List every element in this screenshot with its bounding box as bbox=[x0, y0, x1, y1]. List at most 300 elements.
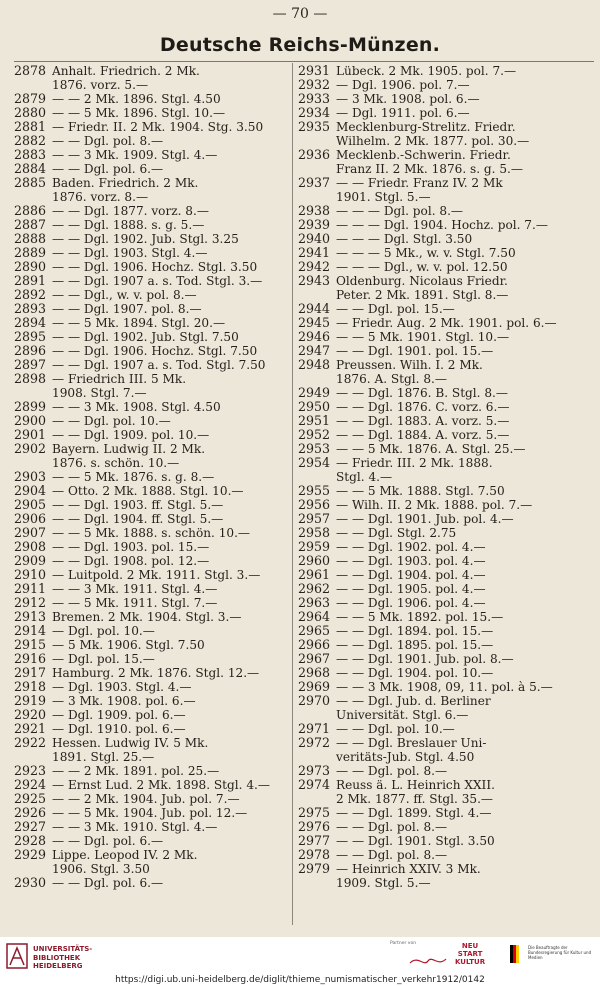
library-name bbox=[33, 945, 92, 971]
entry-text: — — Dgl. 1903. pol. 15.— bbox=[52, 540, 210, 554]
library-name-line: UNIVERSITÄTS- bbox=[33, 945, 93, 953]
entry-text: 1876. vorz. 5.— bbox=[52, 78, 149, 92]
lot-number: 2937 bbox=[298, 175, 331, 190]
entry-text: Lippe. Leopod IV. 2 Mk. bbox=[52, 848, 198, 862]
catalog-entry bbox=[298, 176, 584, 204]
neustart-kultur-logo bbox=[455, 942, 485, 966]
catalog-entry bbox=[14, 120, 286, 134]
lot-number: 2979 bbox=[298, 861, 331, 876]
library-name-line: HEIDELBERG bbox=[33, 962, 83, 970]
entry-text: — — Dgl. pol. 8.— bbox=[52, 134, 164, 148]
entry-text: Anhalt. Friedrich. 2 Mk. bbox=[52, 64, 200, 78]
entry-text: — — Dgl. 1901. Stgl. 3.50 bbox=[336, 834, 495, 848]
lot-number: 2964 bbox=[298, 609, 331, 624]
university-library-logo-icon bbox=[6, 943, 28, 969]
entry-text: — — Dgl., w. v. pol. 8.— bbox=[52, 288, 197, 302]
catalog-entry bbox=[14, 288, 286, 302]
entry-text: — — 5 Mk. 1896. Stgl. 10.— bbox=[52, 106, 226, 120]
lot-number: 2947 bbox=[298, 343, 331, 358]
entry-text: Mecklenb.-Schwerin. Friedr. bbox=[336, 148, 511, 162]
catalog-entry bbox=[14, 358, 286, 372]
catalog-entry bbox=[298, 106, 584, 120]
entry-text: — — Dgl. 1907 a. s. Tod. Stgl. 3.— bbox=[52, 274, 263, 288]
entry-text: — 3 Mk. 1908. pol. 6.— bbox=[52, 694, 196, 708]
entry-text: — — 5 Mk. 1894. Stgl. 20.— bbox=[52, 316, 226, 330]
catalog-entry bbox=[14, 260, 286, 274]
entry-text: — Luitpold. 2 Mk. 1911. Stgl. 3.— bbox=[52, 568, 261, 582]
lot-number: 2915 bbox=[14, 637, 47, 652]
entry-text: Hessen. Ludwig IV. 5 Mk. bbox=[52, 736, 209, 750]
catalog-entry bbox=[298, 386, 584, 400]
entry-text: — — 5 Mk. 1876. s. g. 8.— bbox=[52, 470, 215, 484]
catalog-entry bbox=[14, 344, 286, 358]
entry-text: — — Dgl. 1902. Jub. Stgl. 7.50 bbox=[52, 330, 239, 344]
entry-text: — — — Dgl. Stgl. 3.50 bbox=[336, 232, 473, 246]
catalog-entry bbox=[14, 512, 286, 526]
entry-text: Stgl. 4.— bbox=[336, 470, 393, 484]
catalog-entry bbox=[14, 764, 286, 778]
entry-text: — — Dgl. pol. 15.— bbox=[336, 302, 455, 316]
catalog-entry bbox=[298, 64, 584, 78]
catalog-entry bbox=[298, 330, 584, 344]
entry-text: — — Dgl. 1906. Hochz. Stgl. 7.50 bbox=[52, 344, 258, 358]
lot-number: 2956 bbox=[298, 497, 331, 512]
entry-text: — — Dgl. 1888. s. g. 5.— bbox=[52, 218, 205, 232]
lot-number: 2943 bbox=[298, 273, 331, 288]
entry-text: Universität. Stgl. 6.— bbox=[336, 708, 469, 722]
catalog-entry bbox=[14, 176, 286, 204]
entry-text: — — Dgl. 1903. Stgl. 4.— bbox=[52, 246, 208, 260]
catalog-entry bbox=[298, 316, 584, 330]
catalog-entry bbox=[14, 806, 286, 820]
lot-number: 2882 bbox=[14, 133, 47, 148]
lot-number: 2897 bbox=[14, 357, 47, 372]
entry-text: Oldenburg. Nicolaus Friedr. bbox=[336, 274, 508, 288]
entry-text: — — Dgl. 1902. pol. 4.— bbox=[336, 540, 486, 554]
lot-number: 2965 bbox=[298, 623, 331, 638]
catalog-entry bbox=[298, 848, 584, 862]
ornament-icon bbox=[408, 955, 448, 967]
lot-number: 2919 bbox=[14, 693, 47, 708]
viewer-footer bbox=[0, 937, 600, 986]
entry-text: — — 2 Mk. 1904. Jub. pol. 7.— bbox=[52, 792, 240, 806]
entry-text: — — Dgl. 1901. pol. 15.— bbox=[336, 344, 494, 358]
lot-number: 2931 bbox=[298, 63, 331, 78]
catalog-entry bbox=[14, 708, 286, 722]
entry-text: — — Dgl. 1904. pol. 10.— bbox=[336, 666, 494, 680]
entry-text: — — Dgl. Stgl. 2.75 bbox=[336, 526, 457, 540]
entry-text: 1891. Stgl. 25.— bbox=[52, 750, 155, 764]
lot-number: 2949 bbox=[298, 385, 331, 400]
lot-number: 2968 bbox=[298, 665, 331, 680]
entry-text: — Dgl. 1909. pol. 6.— bbox=[52, 708, 186, 722]
catalog-entry bbox=[298, 120, 584, 148]
entry-text: — — — Dgl. pol. 8.— bbox=[336, 204, 464, 218]
entry-text: — — — Dgl. 1904. Hochz. pol. 7.— bbox=[336, 218, 548, 232]
entry-text: — — Dgl. 1903. ff. Stgl. 5.— bbox=[52, 498, 224, 512]
lot-number: 2883 bbox=[14, 147, 47, 162]
entry-text: — Friedr. III. 2 Mk. 1888. bbox=[336, 456, 493, 470]
lot-number: 2953 bbox=[298, 441, 331, 456]
catalog-entry bbox=[14, 218, 286, 232]
lot-number: 2948 bbox=[298, 357, 331, 372]
entry-text: — — Dgl. 1904. ff. Stgl. 5.— bbox=[52, 512, 224, 526]
lot-number: 2879 bbox=[14, 91, 47, 106]
entry-text: — — 3 Mk. 1910. Stgl. 4.— bbox=[52, 820, 218, 834]
catalog-entry bbox=[14, 428, 286, 442]
entry-text: — — Dgl. 1902. Jub. Stgl. 3.25 bbox=[52, 232, 239, 246]
lot-number: 2905 bbox=[14, 497, 47, 512]
catalog-entry bbox=[298, 428, 584, 442]
lot-number: 2909 bbox=[14, 553, 47, 568]
entry-text: — — Dgl. 1907 a. s. Tod. Stgl. 7.50 bbox=[52, 358, 266, 372]
entry-text: 1901. Stgl. 5.— bbox=[336, 190, 431, 204]
entry-text: — — Dgl. 1906. pol. 4.— bbox=[336, 596, 486, 610]
entry-text: — — Dgl. 1907. pol. 8.— bbox=[52, 302, 202, 316]
catalog-entry bbox=[298, 722, 584, 736]
catalog-entry bbox=[298, 302, 584, 316]
catalog-entry bbox=[14, 582, 286, 596]
entry-text: — — Dgl. 1884. A. vorz. 5.— bbox=[336, 428, 510, 442]
entry-text: — Dgl. pol. 15.— bbox=[52, 652, 155, 666]
lot-number: 2920 bbox=[14, 707, 47, 722]
lot-number: 2939 bbox=[298, 217, 331, 232]
catalog-entry bbox=[298, 736, 584, 764]
lot-number: 2901 bbox=[14, 427, 47, 442]
lot-number: 2904 bbox=[14, 483, 47, 498]
catalog-entry bbox=[14, 540, 286, 554]
lot-number: 2880 bbox=[14, 105, 47, 120]
federal-eagle-icon bbox=[510, 945, 522, 963]
catalog-entry bbox=[298, 358, 584, 386]
lot-number: 2927 bbox=[14, 819, 47, 834]
lot-number: 2922 bbox=[14, 735, 47, 750]
entry-text: Franz II. 2 Mk. 1876. s. g. 5.— bbox=[336, 162, 523, 176]
entry-text: — — Dgl. pol. 10.— bbox=[336, 722, 455, 736]
entry-text: — — Dgl. 1883. A. vorz. 5.— bbox=[336, 414, 510, 428]
lot-number: 2884 bbox=[14, 161, 47, 176]
entry-text: Wilhelm. 2 Mk. 1877. pol. 30.— bbox=[336, 134, 530, 148]
entry-text: 1876. vorz. 8.— bbox=[52, 190, 149, 204]
entry-text: — Dgl. 1903. Stgl. 4.— bbox=[52, 680, 192, 694]
lot-number: 2954 bbox=[298, 455, 331, 470]
library-name-line: BIBLIOTHEK bbox=[33, 953, 81, 962]
entry-text: — — Dgl. pol. 10.— bbox=[52, 414, 171, 428]
catalog-entry bbox=[298, 274, 584, 302]
catalog-entry bbox=[14, 148, 286, 162]
entry-text: — — Dgl. 1901. Jub. pol. 8.— bbox=[336, 652, 514, 666]
catalog-entry bbox=[298, 652, 584, 666]
lot-number: 2892 bbox=[14, 287, 47, 302]
document-url[interactable]: https://digi.ub.uni-heidelberg.de/diglit/thieme_numismatischer_verkehr1912/0142 bbox=[115, 975, 485, 985]
entry-text: 2 Mk. 1877. ff. Stgl. 35.— bbox=[336, 792, 494, 806]
catalog-entry bbox=[14, 778, 286, 792]
lot-number: 2974 bbox=[298, 777, 331, 792]
lot-number: 2969 bbox=[298, 679, 331, 694]
entry-text: Mecklenburg-Strelitz. Friedr. bbox=[336, 120, 516, 134]
catalog-entry bbox=[298, 148, 584, 176]
lot-number: 2938 bbox=[298, 203, 331, 218]
entry-text: — Dgl. 1906. pol. 7.— bbox=[336, 78, 470, 92]
catalog-entry bbox=[298, 694, 584, 722]
catalog-entry bbox=[14, 442, 286, 470]
entry-text: — — 5 Mk. 1876. A. Stgl. 25.— bbox=[336, 442, 526, 456]
lot-number: 2972 bbox=[298, 735, 331, 750]
catalog-entry bbox=[14, 92, 286, 106]
catalog-entry bbox=[14, 568, 286, 582]
entry-text: — — Dgl. 1904. pol. 4.— bbox=[336, 568, 486, 582]
catalog-entry bbox=[298, 246, 584, 260]
lot-number: 2971 bbox=[298, 721, 331, 736]
entry-text: — Dgl. 1910. pol. 6.— bbox=[52, 722, 186, 736]
entry-text: — — 3 Mk. 1908. Stgl. 4.50 bbox=[52, 400, 221, 414]
catalog-entry bbox=[14, 330, 286, 344]
entry-text: — — Dgl. pol. 6.— bbox=[52, 876, 164, 890]
entry-text: — — Dgl. 1909. pol. 10.— bbox=[52, 428, 210, 442]
entry-text: — — Dgl. pol. 8.— bbox=[336, 820, 448, 834]
entry-text: — — — 5 Mk., w. v. Stgl. 7.50 bbox=[336, 246, 516, 260]
catalog-entry bbox=[298, 92, 584, 106]
lot-number: 2936 bbox=[298, 147, 331, 162]
catalog-entry bbox=[14, 638, 286, 652]
catalog-entry bbox=[14, 694, 286, 708]
catalog-entry bbox=[298, 680, 584, 694]
catalog-entry bbox=[14, 372, 286, 400]
catalog-entry bbox=[298, 218, 584, 232]
entry-text: — — Friedr. Franz IV. 2 Mk bbox=[336, 176, 503, 190]
lot-number: 2911 bbox=[14, 581, 47, 596]
lot-number: 2962 bbox=[298, 581, 331, 596]
catalog-entry bbox=[298, 442, 584, 456]
catalog-entry bbox=[14, 722, 286, 736]
lot-number: 2978 bbox=[298, 847, 331, 862]
catalog-entry bbox=[298, 526, 584, 540]
catalog-entry bbox=[298, 78, 584, 92]
catalog-entry bbox=[298, 624, 584, 638]
lot-number: 2928 bbox=[14, 833, 47, 848]
lot-number: 2900 bbox=[14, 413, 47, 428]
entry-text: — — Dgl. 1901. Jub. pol. 4.— bbox=[336, 512, 514, 526]
catalog-entry bbox=[14, 274, 286, 288]
catalog-entry bbox=[14, 470, 286, 484]
entry-text: — — Dgl. 1876. B. Stgl. 8.— bbox=[336, 386, 508, 400]
catalog-entry bbox=[298, 456, 584, 484]
entry-text: Preussen. Wilh. I. 2 Mk. bbox=[336, 358, 483, 372]
catalog-entry bbox=[298, 638, 584, 652]
lot-number: 2903 bbox=[14, 469, 47, 484]
lot-number: 2899 bbox=[14, 399, 47, 414]
lot-number: 2913 bbox=[14, 609, 47, 624]
entry-text: — — 5 Mk. 1892. pol. 15.— bbox=[336, 610, 504, 624]
catalog-entry bbox=[14, 414, 286, 428]
catalog-entry bbox=[14, 624, 286, 638]
entry-text: — — Dgl. 1906. Hochz. Stgl. 3.50 bbox=[52, 260, 258, 274]
entry-text: — — 5 Mk. 1888. Stgl. 7.50 bbox=[336, 484, 505, 498]
lot-number: 2957 bbox=[298, 511, 331, 526]
catalog-entry bbox=[14, 610, 286, 624]
lot-number: 2914 bbox=[14, 623, 47, 638]
entry-text: — 3 Mk. 1908. pol. 6.— bbox=[336, 92, 480, 106]
entry-text: — Ernst Lud. 2 Mk. 1898. Stgl. 4.— bbox=[52, 778, 270, 792]
entry-text: — Friedr. II. 2 Mk. 1904. Stg. 3.50 bbox=[52, 120, 264, 134]
neustart-line: NEU bbox=[461, 942, 479, 950]
catalog-entry bbox=[14, 162, 286, 176]
catalog-entry bbox=[14, 666, 286, 680]
catalog-entry bbox=[14, 246, 286, 260]
catalog-entry bbox=[298, 862, 584, 890]
lot-number: 2881 bbox=[14, 119, 47, 134]
lot-number: 2975 bbox=[298, 805, 331, 820]
entry-text: — Dgl. pol. 10.— bbox=[52, 624, 155, 638]
catalog-entry bbox=[14, 400, 286, 414]
entry-text: Lübeck. 2 Mk. 1905. pol. 7.— bbox=[336, 64, 517, 78]
lot-number: 2906 bbox=[14, 511, 47, 526]
entry-text: — — — Dgl., w. v. pol. 12.50 bbox=[336, 260, 508, 274]
entry-text: — — 5 Mk. 1911. Stgl. 7.— bbox=[52, 596, 218, 610]
lot-number: 2976 bbox=[298, 819, 331, 834]
catalog-entry bbox=[14, 554, 286, 568]
page-number: — 70 — bbox=[272, 6, 328, 22]
catalog-entry bbox=[14, 204, 286, 218]
entry-text: — — 3 Mk. 1911. Stgl. 4.— bbox=[52, 582, 218, 596]
lot-number: 2963 bbox=[298, 595, 331, 610]
partner-label: Partner von bbox=[390, 941, 417, 946]
lot-number: 2894 bbox=[14, 315, 47, 330]
catalog-entry bbox=[298, 260, 584, 274]
entry-text: — Wilh. II. 2 Mk. 1888. pol. 7.— bbox=[336, 498, 533, 512]
lot-number: 2932 bbox=[298, 77, 331, 92]
catalog-entry bbox=[298, 540, 584, 554]
entry-text: — 5 Mk. 1906. Stgl. 7.50 bbox=[52, 638, 205, 652]
lot-number: 2912 bbox=[14, 595, 47, 610]
lot-number: 2887 bbox=[14, 217, 47, 232]
lot-number: 2960 bbox=[298, 553, 331, 568]
catalog-entry bbox=[298, 610, 584, 624]
entry-text: — — Dgl. 1908. pol. 12.— bbox=[52, 554, 210, 568]
lot-number: 2890 bbox=[14, 259, 47, 274]
entry-text: — — Dgl. pol. 6.— bbox=[52, 834, 164, 848]
catalog-entry bbox=[298, 582, 584, 596]
lot-number: 2878 bbox=[14, 63, 47, 78]
lot-number: 2888 bbox=[14, 231, 47, 246]
catalog-entry bbox=[298, 834, 584, 848]
lot-number: 2923 bbox=[14, 763, 47, 778]
lot-number: 2940 bbox=[298, 231, 331, 246]
entry-text: 1909. Stgl. 5.— bbox=[336, 876, 431, 890]
lot-number: 2916 bbox=[14, 651, 47, 666]
catalog-entry bbox=[14, 498, 286, 512]
catalog-entry bbox=[14, 736, 286, 764]
catalog-entry bbox=[14, 652, 286, 666]
lot-number: 2896 bbox=[14, 343, 47, 358]
lot-number: 2908 bbox=[14, 539, 47, 554]
lot-number: 2921 bbox=[14, 721, 47, 736]
entry-text: — — 3 Mk. 1908, 09, 11. pol. à 5.— bbox=[336, 680, 553, 694]
right-column bbox=[298, 64, 584, 890]
lot-number: 2929 bbox=[14, 847, 47, 862]
lot-number: 2941 bbox=[298, 245, 331, 260]
entry-text: — — Dgl. 1905. pol. 4.— bbox=[336, 582, 486, 596]
catalog-entry bbox=[298, 778, 584, 806]
entry-text: — — Dgl. pol. 6.— bbox=[52, 162, 164, 176]
lot-number: 2898 bbox=[14, 371, 47, 386]
entry-text: Hamburg. 2 Mk. 1876. Stgl. 12.— bbox=[52, 666, 260, 680]
entry-text: 1876. A. Stgl. 8.— bbox=[336, 372, 447, 386]
lot-number: 2967 bbox=[298, 651, 331, 666]
catalog-entry bbox=[14, 232, 286, 246]
catalog-entry bbox=[298, 400, 584, 414]
lot-number: 2946 bbox=[298, 329, 331, 344]
catalog-entry bbox=[14, 680, 286, 694]
neustart-line: START bbox=[457, 950, 483, 958]
lot-number: 2951 bbox=[298, 413, 331, 428]
catalog-entry bbox=[14, 876, 286, 890]
neustart-line: KULTUR bbox=[455, 958, 486, 966]
lot-number: 2925 bbox=[14, 791, 47, 806]
catalog-entry bbox=[14, 834, 286, 848]
lot-number: 2917 bbox=[14, 665, 47, 680]
entry-text: — — Dgl. 1903. pol. 4.— bbox=[336, 554, 486, 568]
entry-text: — Heinrich XXIV. 3 Mk. bbox=[336, 862, 481, 876]
lot-number: 2973 bbox=[298, 763, 331, 778]
lot-number: 2885 bbox=[14, 175, 47, 190]
catalog-entry bbox=[298, 554, 584, 568]
lot-number: 2895 bbox=[14, 329, 47, 344]
entry-text: Bayern. Ludwig II. 2 Mk. bbox=[52, 442, 206, 456]
left-column bbox=[14, 64, 286, 890]
column-divider bbox=[292, 63, 293, 925]
entry-text: — — 5 Mk. 1901. Stgl. 10.— bbox=[336, 330, 510, 344]
lot-number: 2886 bbox=[14, 203, 47, 218]
entry-text: — — Dgl. 1876. C. vorz. 6.— bbox=[336, 400, 510, 414]
lot-number: 2935 bbox=[298, 119, 331, 134]
catalog-entry bbox=[298, 820, 584, 834]
catalog-entry bbox=[14, 134, 286, 148]
lot-number: 2942 bbox=[298, 259, 331, 274]
catalog-entry bbox=[14, 316, 286, 330]
lot-number: 2924 bbox=[14, 777, 47, 792]
lot-number: 2902 bbox=[14, 441, 47, 456]
entry-text: — — Dgl. Jub. d. Berliner bbox=[336, 694, 491, 708]
lot-number: 2891 bbox=[14, 273, 47, 288]
lot-number: 2959 bbox=[298, 539, 331, 554]
entry-text: — Friedr. Aug. 2 Mk. 1901. pol. 6.— bbox=[336, 316, 557, 330]
catalog-entry bbox=[298, 344, 584, 358]
entry-text: Bremen. 2 Mk. 1904. Stgl. 3.— bbox=[52, 610, 242, 624]
catalog-entry bbox=[298, 568, 584, 582]
lot-number: 2950 bbox=[298, 399, 331, 414]
header-rule bbox=[14, 61, 594, 62]
entry-text: Peter. 2 Mk. 1891. Stgl. 8.— bbox=[336, 288, 509, 302]
catalog-entry bbox=[298, 204, 584, 218]
lot-number: 2958 bbox=[298, 525, 331, 540]
lot-number: 2926 bbox=[14, 805, 47, 820]
lot-number: 2918 bbox=[14, 679, 47, 694]
entry-text: — — Dgl. 1895. pol. 15.— bbox=[336, 638, 494, 652]
catalog-entry bbox=[298, 666, 584, 680]
entry-text: — — 2 Mk. 1891. pol. 25.— bbox=[52, 764, 220, 778]
entry-text: Baden. Friedrich. 2 Mk. bbox=[52, 176, 199, 190]
lot-number: 2966 bbox=[298, 637, 331, 652]
entry-text: Reuss ä. L. Heinrich XXII. bbox=[336, 778, 495, 792]
catalog-entry bbox=[14, 302, 286, 316]
entry-text: — — 5 Mk. 1888. s. schön. 10.— bbox=[52, 526, 251, 540]
entry-text: — — Dgl. 1894. pol. 15.— bbox=[336, 624, 494, 638]
catalog-entry bbox=[14, 106, 286, 120]
lot-number: 2934 bbox=[298, 105, 331, 120]
catalog-entry bbox=[298, 806, 584, 820]
entry-text: — — Dgl. 1877. vorz. 8.— bbox=[52, 204, 209, 218]
